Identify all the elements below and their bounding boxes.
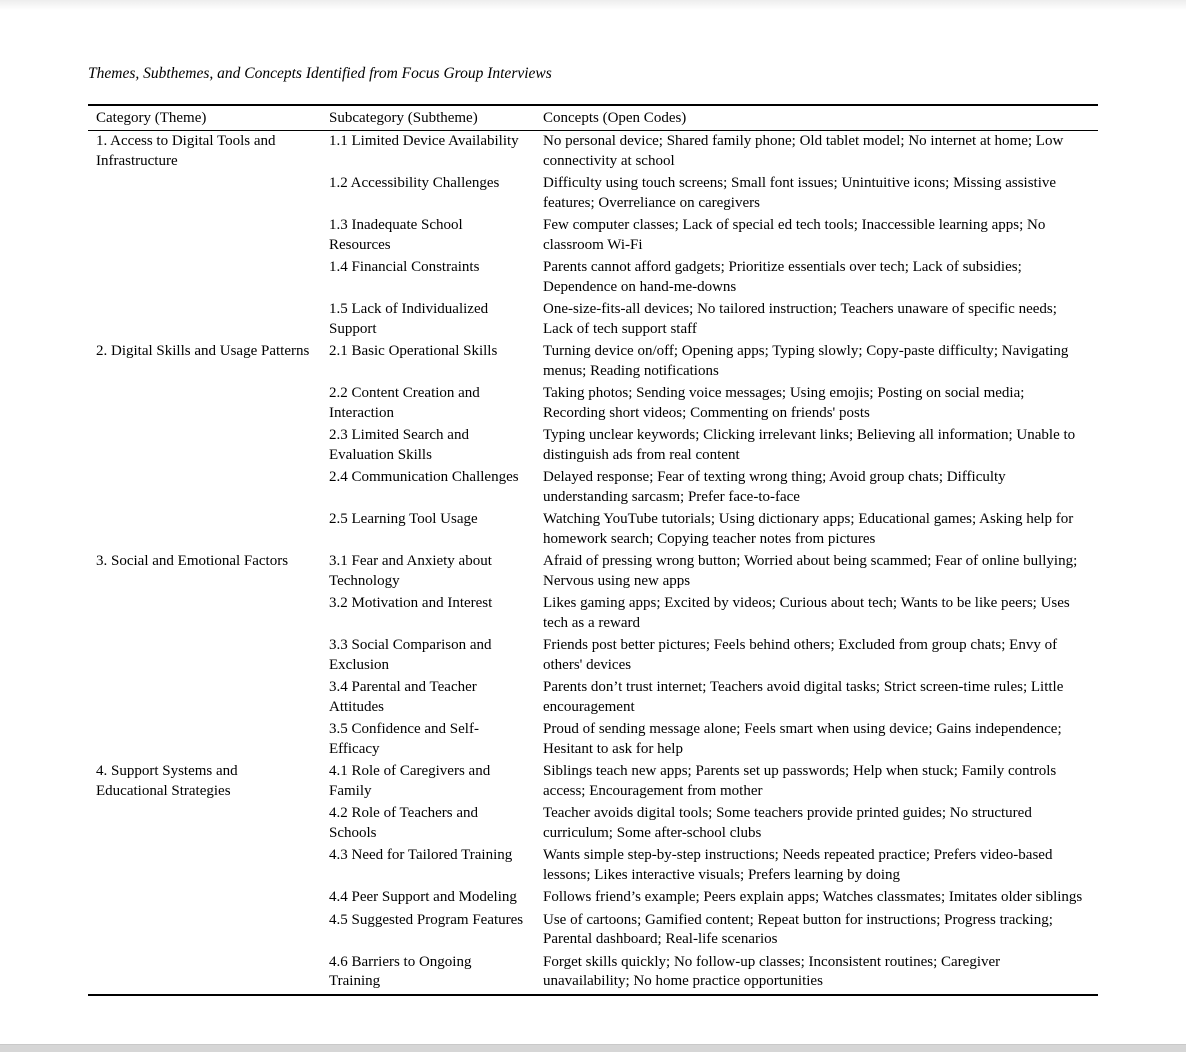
subcategory-cell: 3.2 Motivation and Interest <box>329 595 493 611</box>
concepts-cell: One-size-fits-all devices; No tailored instruction; Teachers unaware of specific needs; Lack of tech support staff <box>543 301 1057 337</box>
category-cell: 1. Access to Digital Tools and Infrastructure <box>96 133 276 169</box>
window-bottom-edge <box>0 1044 1186 1052</box>
concepts-cell: Turning device on/off; Opening apps; Typing slowly; Copy-paste difficulty; Navigating menus; Reading notifications <box>543 343 1069 379</box>
concepts-cell: Forget skills quickly; No follow-up classes; Inconsistent routines; Caregiver unavailability; No home practice opportunities <box>543 953 1001 989</box>
subcategory-cell: 1.2 Accessibility Challenges <box>329 175 500 191</box>
document-page <box>88 0 1100 996</box>
concepts-cell: No personal device; Shared family phone; Old tablet model; No internet at home; Low connectivity at school <box>543 133 1064 169</box>
concepts-cell: Friends post better pictures; Feels behind others; Excluded from group chats; Envy of others' devices <box>543 637 1058 673</box>
concepts-cell: Watching YouTube tutorials; Using dictionary apps; Educational games; Asking help for homework search; Copying teacher notes from pictures <box>543 511 1074 547</box>
subcategory-cell: 2.2 Content Creation and Interaction <box>329 385 480 421</box>
concepts-cell: Taking photos; Sending voice messages; Using emojis; Posting on social media; Recording short videos; Commenting on friends' posts <box>543 385 1025 421</box>
table-row <box>88 131 1098 174</box>
concepts-cell: Likes gaming apps; Excited by videos; Curious about tech; Wants to be like peers; Uses tech as a reward <box>543 595 1070 631</box>
concepts-cell: Parents don’t trust internet; Teachers avoid digital tasks; Strict screen-time rules; Little encouragement <box>543 679 1064 715</box>
subcategory-cell: 1.4 Financial Constraints <box>329 259 480 275</box>
concepts-cell: Siblings teach new apps; Parents set up passwords; Help when stuck; Family controls access; Encouragement from mother <box>543 763 1057 799</box>
concepts-cell: Afraid of pressing wrong button; Worried about being scammed; Fear of online bullying; Nervous using new apps <box>543 553 1078 589</box>
concepts-cell: Delayed response; Fear of texting wrong thing; Avoid group chats; Difficulty understanding sarcasm; Prefer face-to-face <box>543 469 1006 505</box>
subcategory-cell: 4.6 Barriers to Ongoing Training <box>329 953 472 989</box>
concepts-cell: Difficulty using touch screens; Small font issues; Unintuitive icons; Missing assistive features; Overreliance on caregivers <box>543 175 1057 211</box>
subcategory-cell: 2.5 Learning Tool Usage <box>329 511 478 527</box>
subcategory-cell: 2.3 Limited Search and Evaluation Skills <box>329 427 469 463</box>
table-row <box>88 341 1098 383</box>
subcategory-cell: 4.5 Suggested Program Features <box>329 911 524 928</box>
subcategory-cell: 2.1 Basic Operational Skills <box>329 343 498 359</box>
header-subcategory: Subcategory (Subtheme) <box>321 105 535 131</box>
subcategory-cell: 3.3 Social Comparison and Exclusion <box>329 637 492 673</box>
subcategory-cell: 3.1 Fear and Anxiety about Technology <box>329 553 492 589</box>
concepts-cell: Few computer classes; Lack of special ed tech tools; Inaccessible learning apps; No classroom Wi-Fi <box>543 217 1046 253</box>
concepts-cell: Wants simple step-by-step instructions; Needs repeated practice; Prefers video-based lessons; Likes interactive visuals; Prefers learning by doing <box>543 847 1053 883</box>
subcategory-cell: 4.2 Role of Teachers and Schools <box>329 805 479 841</box>
concepts-cell: Proud of sending message alone; Feels smart when using device; Gains independence; Hesitant to ask for help <box>543 721 1062 757</box>
concepts-cell: Parents cannot afford gadgets; Prioritize essentials over tech; Lack of subsidies; Dependence on hand-me-downs <box>543 259 1022 295</box>
category-cell: 2. Digital Skills and Usage Patterns <box>96 343 310 359</box>
header-category: Category (Theme) <box>88 105 321 131</box>
concepts-cell: Typing unclear keywords; Clicking irrelevant links; Believing all information; Unable to distinguish ads from real content <box>543 427 1076 463</box>
subcategory-cell: 4.1 Role of Caregivers and Family <box>329 763 491 799</box>
header-concepts: Concepts (Open Codes) <box>535 105 1098 131</box>
subcategory-cell: 3.4 Parental and Teacher Attitudes <box>329 679 477 715</box>
subcategory-cell: 1.5 Lack of Individualized Support <box>329 301 489 337</box>
table-row <box>88 761 1098 803</box>
subcategory-cell: 1.1 Limited Device Availability <box>329 133 519 149</box>
concepts-cell: Follows friend’s example; Peers explain apps; Watches classmates; Imitates older siblings <box>543 889 1083 905</box>
subcategory-cell: 4.4 Peer Support and Modeling <box>329 889 517 905</box>
category-cell: 4. Support Systems and Educational Strategies <box>96 763 238 799</box>
subcategory-cell: 4.3 Need for Tailored Training <box>329 847 513 863</box>
table-row <box>88 551 1098 593</box>
table-title: Themes, Subthemes, and Concepts Identified from Focus Group Interviews <box>88 65 552 82</box>
concepts-cell: Teacher avoids digital tools; Some teachers provide printed guides; No structured curriculum; Some after-school clubs <box>543 805 1032 841</box>
subcategory-cell: 3.5 Confidence and Self-Efficacy <box>329 721 479 757</box>
header-row <box>88 105 1098 131</box>
subcategory-cell: 1.3 Inadequate School Resources <box>329 217 463 253</box>
subcategory-cell: 2.4 Communication Challenges <box>329 469 519 485</box>
themes-table <box>88 104 1098 996</box>
concepts-cell: Use of cartoons; Gamified content; Repeat button for instructions; Progress tracking; Parental dashboard; Real-life scenarios <box>543 911 1053 947</box>
category-cell: 3. Social and Emotional Factors <box>96 553 289 569</box>
